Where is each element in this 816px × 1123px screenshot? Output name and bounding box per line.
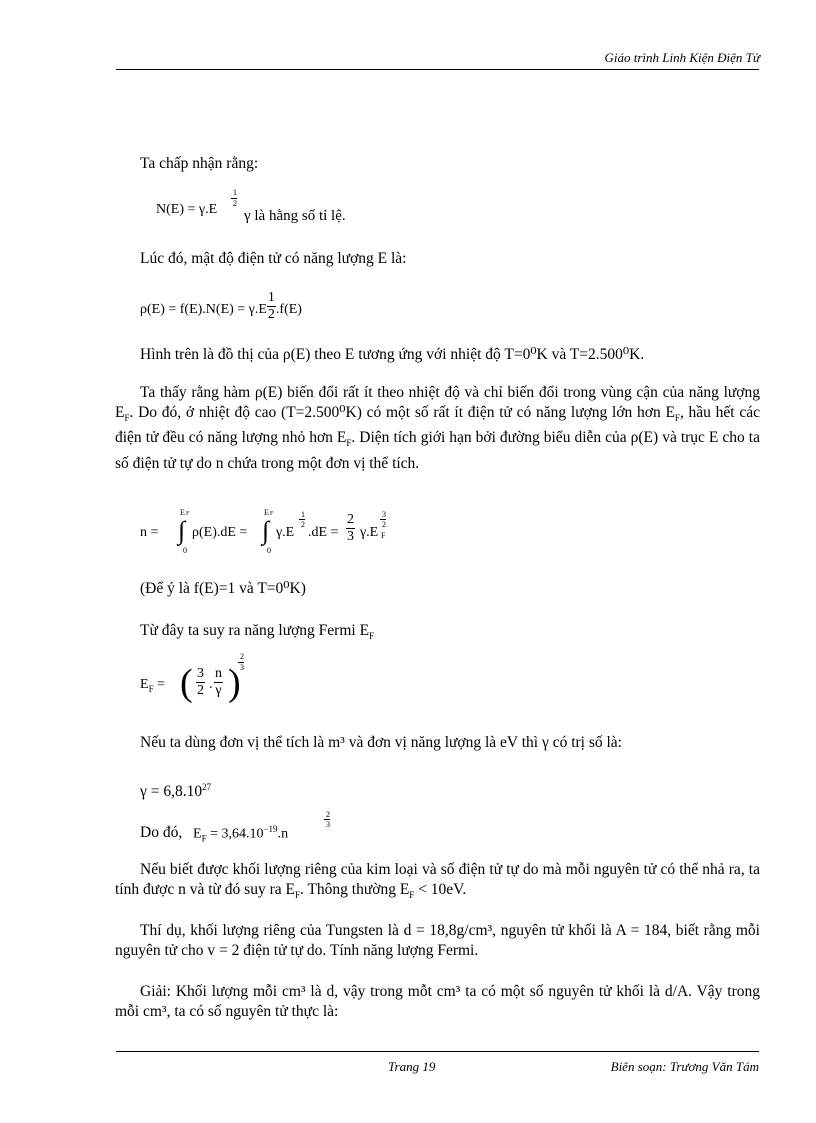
line-graph-description: Hình trên là đồ thị của ρ(E) theo E tương ứng với nhiệt độ T=0⁰K và T=2.500⁰K. xyxy=(140,346,645,363)
paragraph-compute-n: Nếu biết được khối lượng riêng của kim loại và số điện tử tự do mà mỗi nguyên tử có thể nhả ra, ta tính được n và từ đó suy ra $E_F$. Thông thường $E_F < 10eV$. xyxy=(115,861,760,900)
header-title: Giáo trình Linh Kiện Điện Tử xyxy=(604,50,760,65)
equation-gamma: $\gamma = 6,8.10^{27}$ xyxy=(140,782,212,801)
equation-rho: ρ(E) = f(E).N(E) = γ.E $\frac{1}{2}$ .f(E) xyxy=(140,290,302,322)
header-rule xyxy=(116,69,759,70)
intro-line: Ta chấp nhận rằng: xyxy=(140,155,259,172)
eq1-tail: γ là hằng số tỉ lệ. xyxy=(244,208,346,224)
eq1-exp-den: 2 xyxy=(233,199,237,208)
paragraph-fermi-region: Ta thấy rằng hàm ρ(E) biến đổi rất ít theo nhiệt độ và chỉ biến đổi trong vùng cận của năng lượng $E_F$. Do đó, ở nhiệt độ cao (T=2.500⁰K) có một số rất ít điện tử có năng lượng lớn hơn $E_F$, hầu hết các điện tử đều có năng lượng nhỏ hơn $E_F$. Diện tích giới hạn bởi đường biểu diễn của ρ(E) và trục E cho ta số điện tử tự do n chứa trong một đơn vị thể tích. xyxy=(115,384,760,472)
page-number: Trang 19 xyxy=(388,1059,436,1074)
equation-density-of-states: N(E) = γ.E xyxy=(156,202,218,217)
paragraph-example: Thí dụ, khối lượng riêng của Tungsten là d = 18,8g/cm³, nguyên tử khối là A = 184, biết rằng mỗi nguyên tử cho v = 2 điện tử tự do. Tính năng lượng Fermi. xyxy=(115,922,760,959)
equation-fermi-energy: $E_F$ = ( $\frac{3}{2}$ . $\frac{n}{\gamma}$ ) 2 3 xyxy=(140,652,244,704)
line-therefore: Do đó, xyxy=(140,824,183,841)
equation-integral: n = E F ∫ 0 ρ(E).dE = E F ∫ 0 γ.E 1 2 .dE = $\frac{2}{3}$ γ.E 3 2 F xyxy=(140,508,386,555)
equation-fermi-numeric: $E_F = 3,64.10^{-19}.n$ 2 3 xyxy=(193,810,330,844)
footer-rule xyxy=(116,1051,759,1052)
eq1-exp-num: 1 xyxy=(233,188,237,197)
note-line: (Để ý là f(E)=1 và T=0⁰K) xyxy=(140,580,306,597)
line-units: Nếu ta dùng đơn vị thể tích là m³ và đơn vị năng lượng là eV thì γ có trị số là: xyxy=(140,734,622,751)
line-fermi-derivation: Từ đây ta suy ra năng lượng Fermi $E_F$ xyxy=(140,622,375,642)
line-electron-density: Lúc đó, mật độ điện tử có năng lượng E là: xyxy=(140,250,407,267)
paragraph-solution: Giải: Khối lượng mỗi cm³ là d, vậy trong mỗt cm³ ta có một số nguyên tử khối là d/A. Vậy trong mỗi cm³, ta có số nguyên tử thực là: xyxy=(115,983,760,1020)
author-credit: Biên soạn: Trương Văn Tám xyxy=(610,1059,759,1074)
